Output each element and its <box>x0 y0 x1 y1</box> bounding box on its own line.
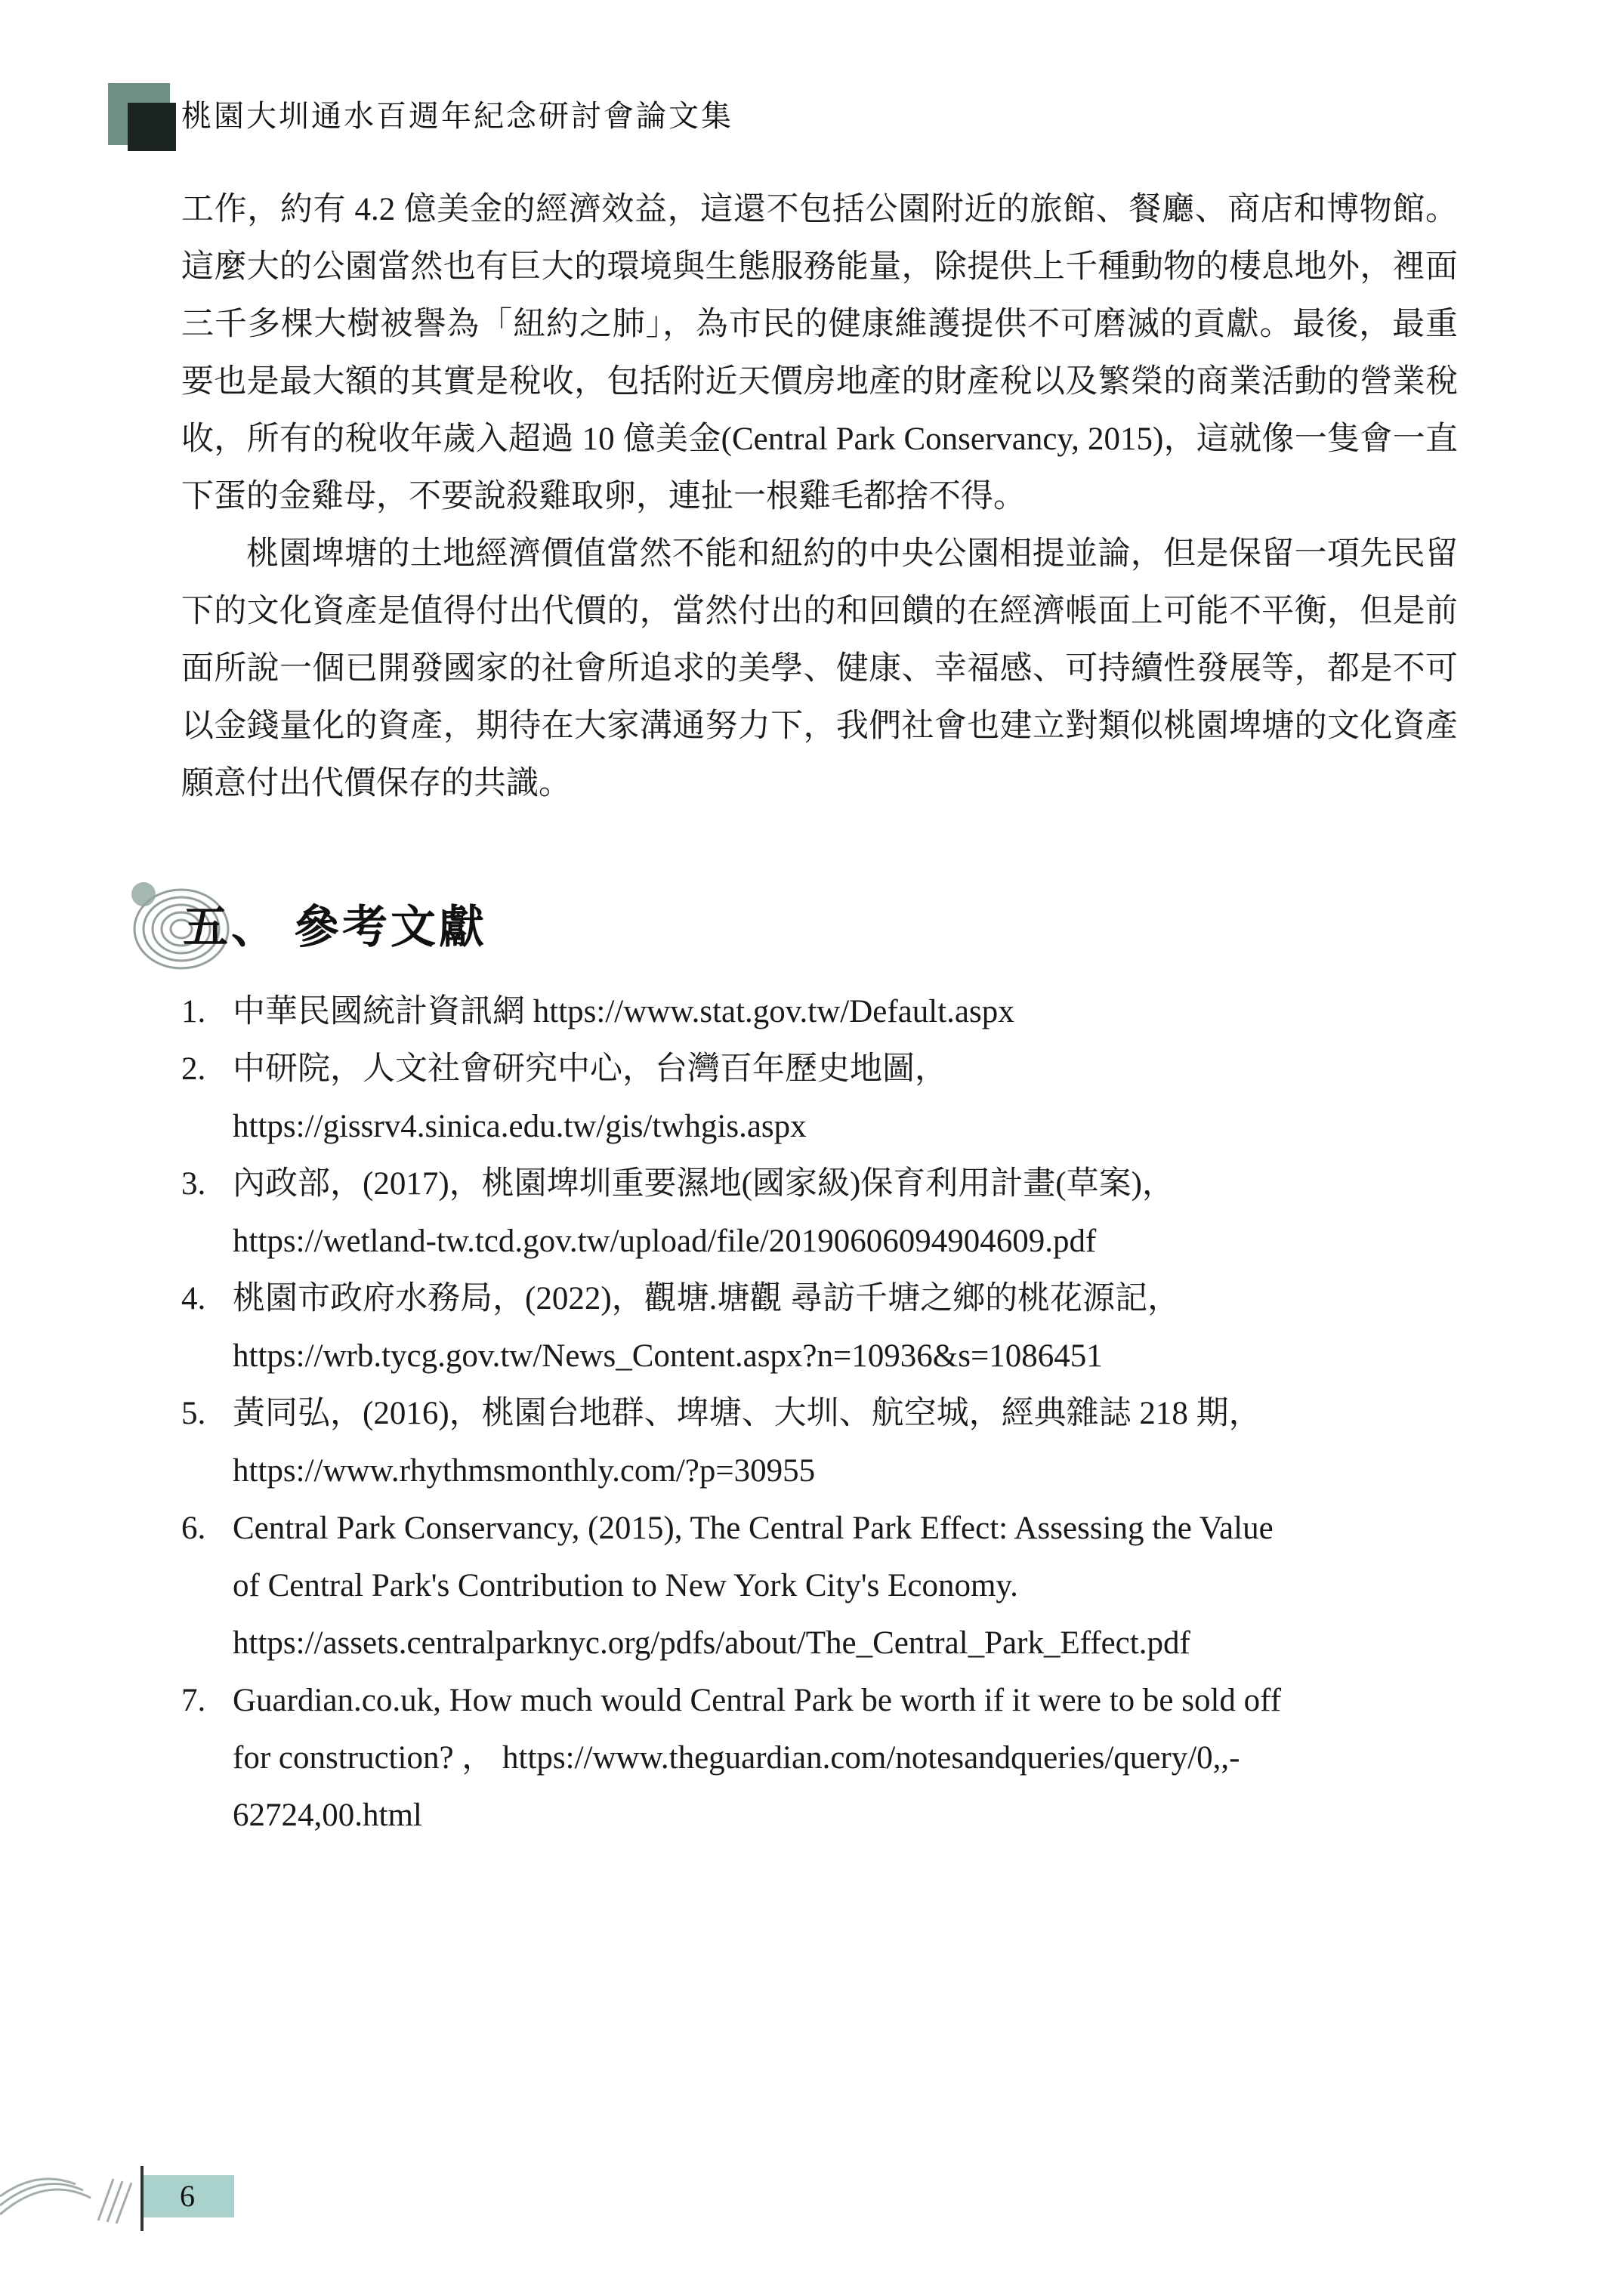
reference-number: 2. <box>181 1051 206 1087</box>
reference-item <box>181 1500 1458 1672</box>
reference-item <box>181 1385 1458 1500</box>
running-head: 桃園大圳通水百週年紀念研討會論文集 <box>181 99 733 133</box>
reference-number: 6. <box>181 1511 206 1546</box>
reference-item <box>181 1156 1458 1270</box>
paragraph-1: 工作，約有 4.2 億美金的經濟效益，這還不包括公園附近的旅館、餐廳、商店和博物館。這麼大的公園當然也有巨大的環境與生態服務能量，除提供上千種動物的棲息地外，裡面三千多棵大樹被譽為「紐約之肺」，為市民的健康維護提供不可磨滅的貢獻。最後，最重要也是最大額的其實是稅收，包括附近天價房地產的財產稅以及繁榮的商業活動的營業稅收，所有的稅收年歲入超過 10 億美金(Central Park Conservancy, 2015)，這就像一隻會一直下蛋的金雞母，不要說殺雞取卵，連扯一根雞毛都捨不得。 <box>181 192 1458 514</box>
reference-item <box>181 1041 1458 1156</box>
reference-text: 桃園市政府水務局，(2022)，觀塘.塘觀 尋訪千塘之鄉的桃花源記， <box>233 1281 1181 1316</box>
reference-url: https://www.rhythmsmonthly.com/?p=30955 <box>233 1453 816 1489</box>
reference-item <box>181 1270 1458 1385</box>
reference-url: 62724,00.html <box>233 1798 422 1833</box>
reference-url: https://wrb.tycg.gov.tw/News_Content.aspx?n=10936&s=1086451 <box>233 1338 1103 1374</box>
page-number: 6 <box>180 2179 195 2213</box>
reference-number: 7. <box>181 1683 206 1718</box>
reference-number: 5. <box>181 1396 206 1431</box>
reference-url: https://assets.centralparknyc.org/pdfs/about/The_Central_Park_Effect.pdf <box>233 1625 1190 1661</box>
reference-list <box>181 983 1458 1844</box>
reference-text: 中華民國統計資訊網 https://www.stat.gov.tw/Default.aspx <box>233 994 1014 1029</box>
reference-url: for construction? ， https://www.theguardian.com/notesandqueries/query/0,,- <box>233 1740 1240 1776</box>
reference-text: 中研院，人文社會研究中心，台灣百年歷史地圖， <box>233 1051 947 1087</box>
header-square-mark <box>108 83 176 151</box>
section-heading: 五、 參考文獻 <box>183 903 487 952</box>
reference-text: Central Park Conservancy, (2015), The Central Park Effect: Assessing the Value <box>233 1511 1274 1546</box>
body-text <box>181 181 1458 813</box>
reference-text: 內政部，(2017)，桃園埤圳重要濕地(國家級)保育利用計畫(草案)， <box>233 1166 1175 1202</box>
reference-url: https://gissrv4.sinica.edu.tw/gis/twhgis.aspx <box>233 1109 807 1144</box>
paragraph-2: 桃園埤塘的土地經濟價值當然不能和紐約的中央公園相提並論，但是保留一項先民留下的文化資產是值得付出代價的，當然付出的和回饋的在經濟帳面上可能不平衡，但是前面所說一個已開發國家的社會所追求的美學、健康、幸福感、可持續性發展等，都是不可以金錢量化的資產，期待在大家溝通努力下，我們社會也建立對類似桃園埤塘的文化資產願意付出代價保存的共識。 <box>181 536 1458 801</box>
reference-number: 1. <box>181 994 206 1029</box>
reference-text: 黃同弘，(2016)，桃園台地群、埤塘、大圳、航空城，經典雜誌 218 期， <box>233 1396 1261 1431</box>
reference-item <box>181 1672 1458 1844</box>
reference-item <box>181 983 1458 1041</box>
reference-text: Guardian.co.uk, How much would Central Park be worth if it were to be sold off <box>233 1683 1282 1718</box>
reference-number: 3. <box>181 1166 206 1202</box>
reference-url: https://wetland-tw.tcd.gov.tw/upload/file/20190606094904609.pdf <box>233 1224 1097 1259</box>
reference-text: of Central Park's Contribution to New York City's Economy. <box>233 1568 1018 1603</box>
fingerprint-swirl-icon <box>0 2168 144 2228</box>
reference-number: 4. <box>181 1281 206 1316</box>
